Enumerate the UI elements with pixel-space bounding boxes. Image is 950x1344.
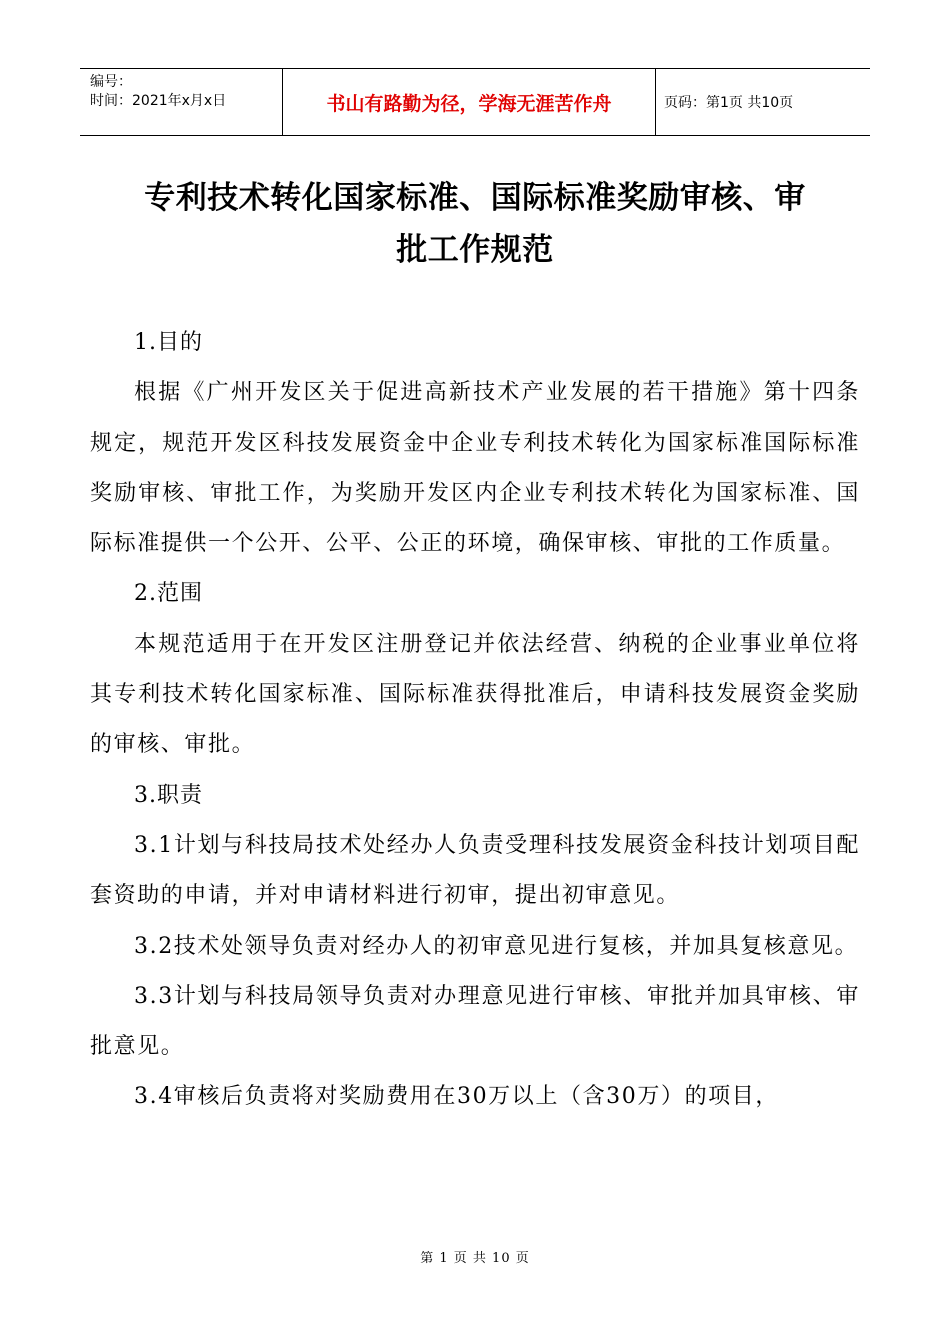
- header-meta: [80, 69, 282, 135]
- section-heading-duties: 3.职责: [134, 782, 203, 808]
- header-motto: 书山有路勤为径，学海无涯苦作舟: [282, 69, 656, 135]
- date-label: 时间：2021年x月x日: [90, 93, 227, 109]
- section-heading-scope: 2.范围: [134, 581, 203, 607]
- title-line-1: 专利技术转化国家标准、国际标准奖励审核、审: [144, 180, 806, 216]
- document-body: [90, 318, 860, 1123]
- header-page-info: 页码：第1页 共10页: [664, 95, 794, 111]
- paragraph-duty-3-1: 3.1计划与科技局技术处经办人负责受理科技发展资金科技计划项目配套资助的申请，并对申请材料进行初审，提出初审意见。: [90, 832, 860, 909]
- page-header: [80, 68, 870, 136]
- number-label: 编号：: [90, 74, 132, 90]
- page-footer: 第 1 页 共 10 页: [420, 1251, 530, 1266]
- paragraph-scope: 本规范适用于在开发区注册登记并依法经营、纳税的企业事业单位将其专利技术转化国家标准、国际标准获得批准后，申请科技发展资金奖励的审核、审批。: [90, 631, 860, 758]
- paragraph-duty-3-2: 3.2技术处领导负责对经办人的初审意见进行复核，并加具复核意见。: [134, 933, 859, 959]
- paragraph-purpose: 根据《广州开发区关于促进高新技术产业发展的若干措施》第十四条规定，规范开发区科技发展资金中企业专利技术转化为国家标准国际标准奖励审核、审批工作，为奖励开发区内企业专利技术转化为国家标准、国际标准提供一个公开、公平、公正的环境，确保审核、审批的工作质量。: [90, 380, 860, 557]
- section-heading-purpose: 1.目的: [134, 330, 203, 355]
- paragraph-duty-3-3: 3.3计划与科技局领导负责对办理意见进行审核、审批并加具审核、审批意见。: [90, 983, 860, 1060]
- document-title: [90, 172, 860, 276]
- title-line-2: 批工作规范: [396, 232, 554, 268]
- paragraph-duty-3-4: 3.4审核后负责将对奖励费用在30万以上（含30万）的项目，: [134, 1084, 779, 1110]
